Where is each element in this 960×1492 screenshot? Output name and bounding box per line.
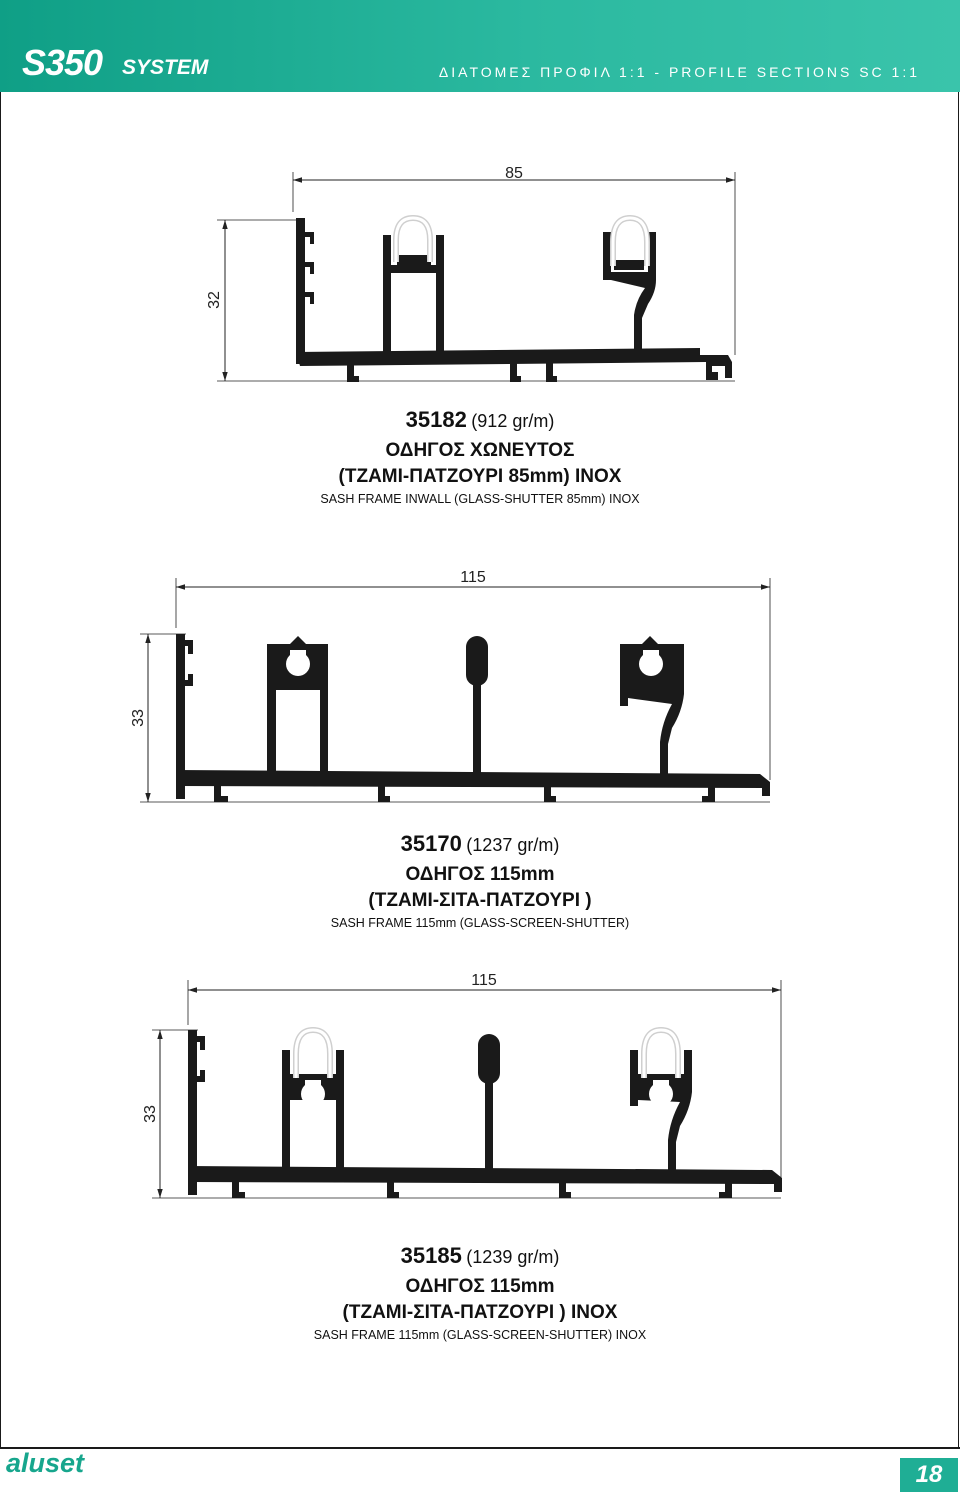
footer-divider xyxy=(0,1447,960,1449)
page-number: 18 xyxy=(900,1458,958,1492)
profile-title-gr: ΟΔΗΓΟΣ 115mm xyxy=(405,1276,555,1297)
profile-drawing-35182 xyxy=(206,165,735,382)
profile-drawing-35170 xyxy=(130,569,770,802)
profile-title-gr: ΟΔΗΓΟΣ ΧΩΝΕΥΤΟΣ xyxy=(385,440,575,461)
profile-title-en: SASH FRAME INWALL (GLASS-SHUTTER 85mm) INOX xyxy=(320,492,640,506)
profile-drawing-35185 xyxy=(142,972,782,1198)
profile-weight: (1239 gr/m) xyxy=(466,1247,560,1267)
profile-title-en: SASH FRAME 115mm (GLASS-SCREEN-SHUTTER) INOX xyxy=(313,1328,647,1342)
height-dim-35182: 32 xyxy=(206,291,223,309)
profile-code: 35182 xyxy=(405,407,467,432)
profile-subtitle-gr: (ΤΖΑΜΙ-ΠΑΤΖΟΥΡΙ 85mm) INOX xyxy=(338,466,622,487)
profile-code: 35170 xyxy=(400,831,462,856)
brand-logo: aluset xyxy=(6,1448,85,1478)
profile-weight: (912 gr/m) xyxy=(471,411,555,431)
caption-35170 xyxy=(0,829,960,932)
height-dim-35185: 33 xyxy=(142,1105,159,1123)
width-dim-35185: 115 xyxy=(471,972,497,989)
profile-title-gr: ΟΔΗΓΟΣ 115mm xyxy=(405,864,555,885)
profile-title-en: SASH FRAME 115mm (GLASS-SCREEN-SHUTTER) xyxy=(330,916,630,930)
system-code: S350 xyxy=(22,42,103,83)
width-dim-35170: 115 xyxy=(460,569,486,586)
profile-code: 35185 xyxy=(400,1243,462,1268)
profile-subtitle-gr: (ΤΖΑΜΙ-ΣΙΤΑ-ΠΑΤΖΟΥΡΙ ) xyxy=(368,890,592,911)
width-dim-35182: 85 xyxy=(505,165,523,182)
profile-subtitle-gr: (ΤΖΑΜΙ-ΣΙΤΑ-ΠΑΤΖΟΥΡΙ ) INOX xyxy=(342,1302,618,1323)
caption-35185 xyxy=(0,1241,960,1344)
height-dim-35170: 33 xyxy=(130,709,147,727)
profile-weight: (1237 gr/m) xyxy=(466,835,560,855)
system-word: SYSTEM xyxy=(122,56,209,79)
caption-35182 xyxy=(0,405,960,508)
header-subtitle: ΔΙΑΤΟΜΕΣ ΠΡΟΦΙΛ 1:1 - PROFILE SECTIONS SC 1:1 xyxy=(438,64,920,80)
